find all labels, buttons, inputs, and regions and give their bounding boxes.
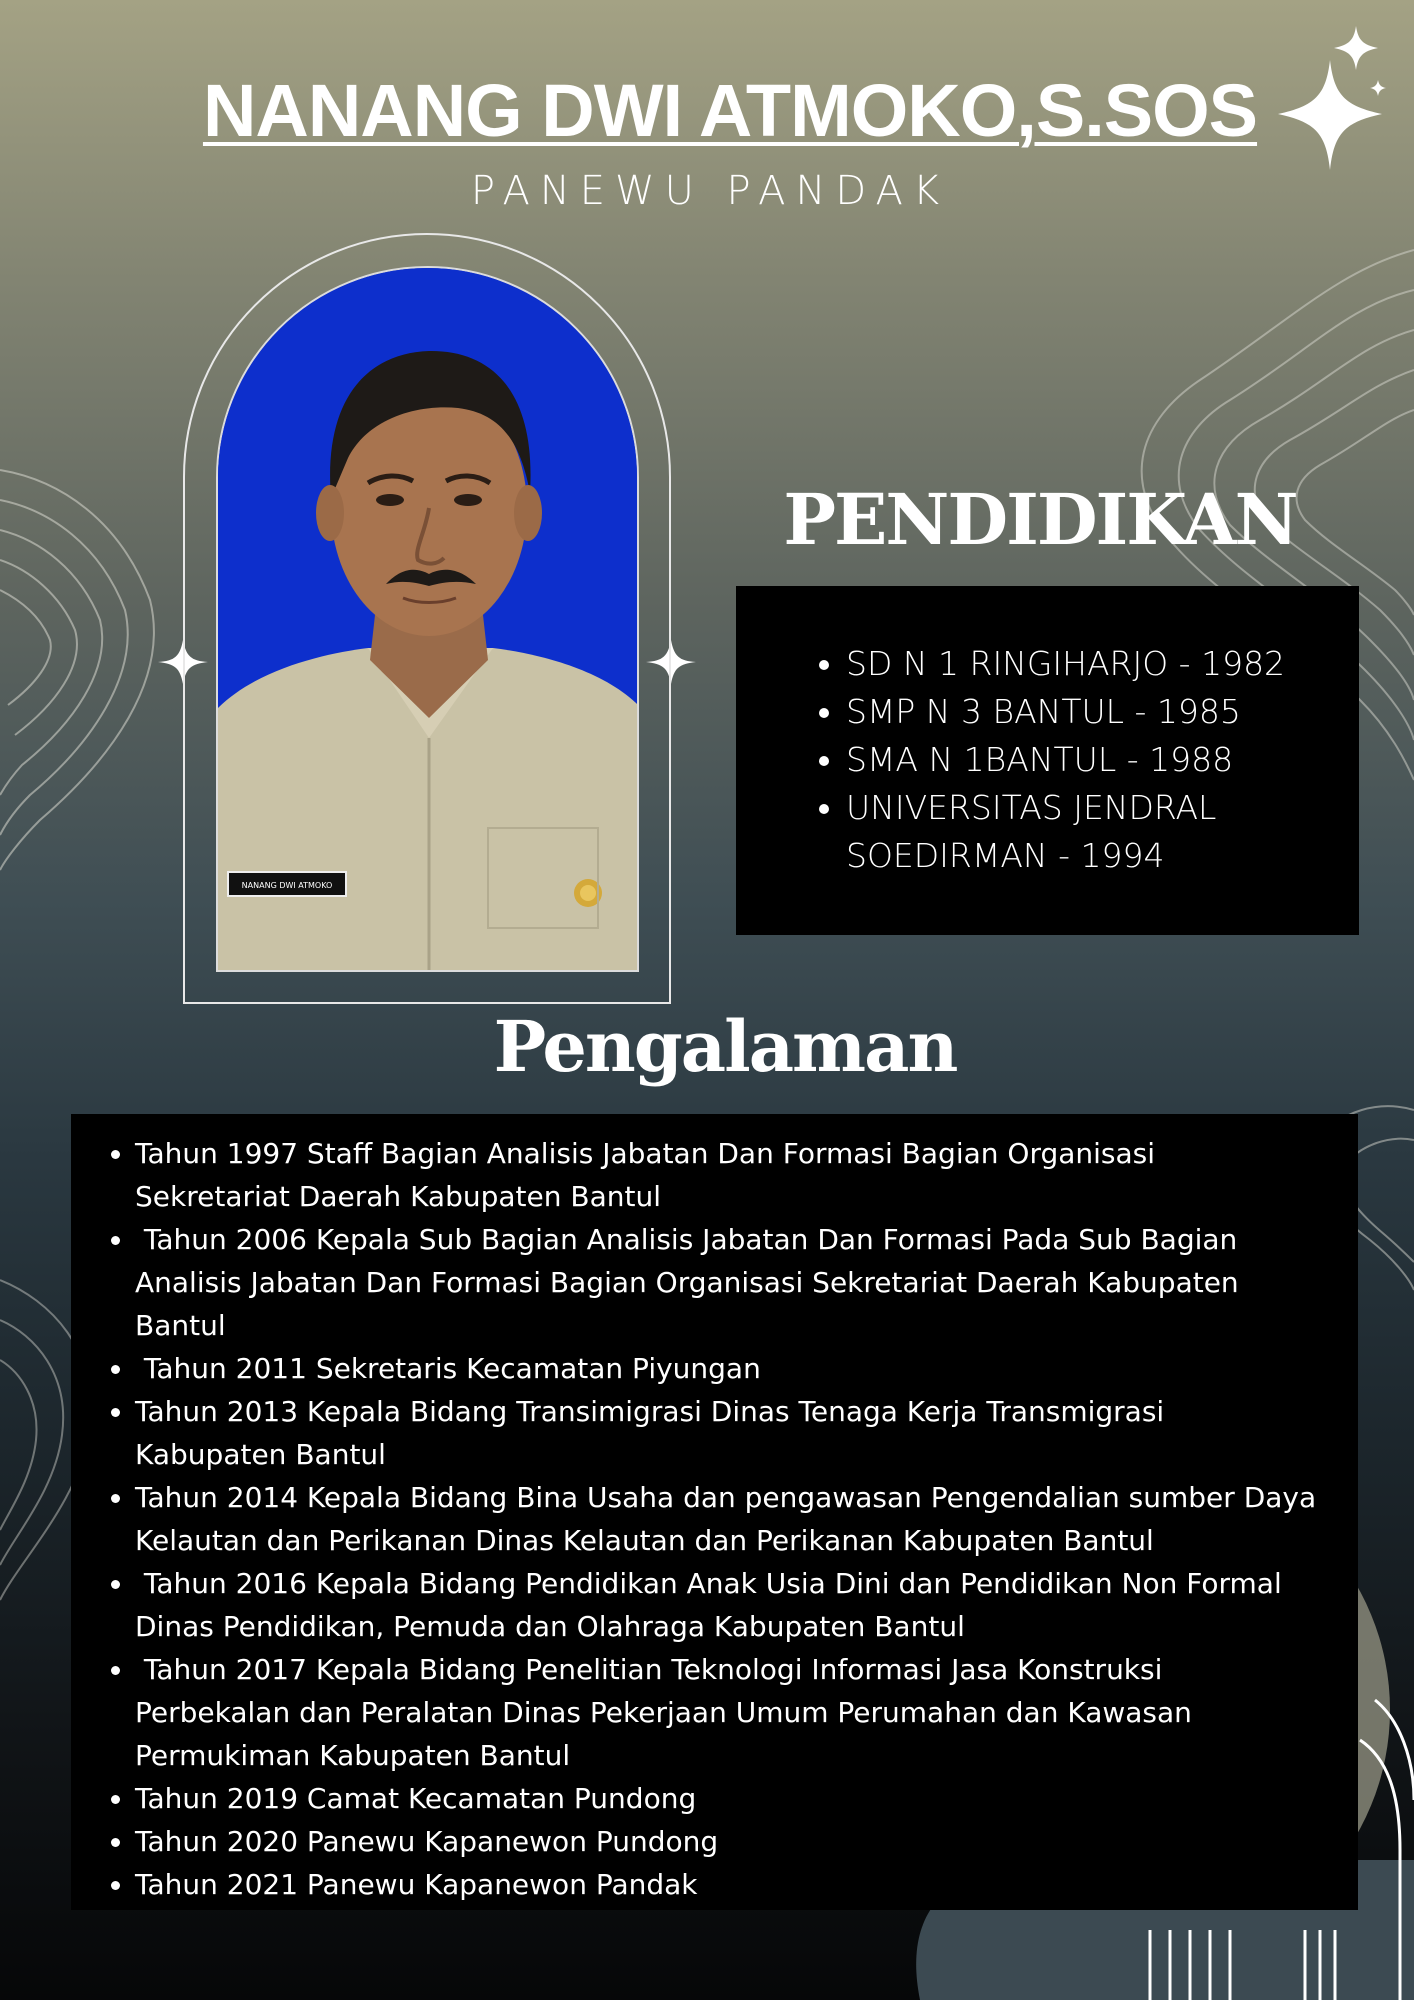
pengalaman-item: • Tahun 2013 Kepala Bidang Transimigrasi Dinas Tenaga Kerja Transmigrasi Kabupaten Bantul	[135, 1390, 1318, 1476]
pengalaman-item: • Tahun 2016 Kepala Bidang Pendidikan Anak Usia Dini dan Pendidikan Non Formal Dinas Pendidikan, Pemuda dan Olahraga Kabupaten Bantul	[135, 1562, 1318, 1648]
pengalaman-item: • Tahun 2017 Kepala Bidang Penelitian Teknologi Informasi Jasa Konstruksi Perbekalan dan Peralatan Dinas Pekerjaan Umum Perumahan dan Kawasan Permukiman Kabupaten Bantul	[135, 1648, 1318, 1777]
pengalaman-item: • Tahun 1997 Staff Bagian Analisis Jabatan Dan Formasi Bagian Organisasi Sekretariat Daerah Kabupaten Bantul	[135, 1132, 1318, 1218]
pendidikan-list	[806, 640, 1339, 880]
person-name-title: NANANG DWI ATMOKO,S.SOS	[202, 69, 1258, 152]
pengalaman-item: • Tahun 2011 Sekretaris Kecamatan Piyungan	[135, 1347, 1318, 1390]
pendidikan-heading: PENDIDIKAN	[783, 478, 1297, 561]
portrait-illustration	[218, 268, 639, 972]
pengalaman-box	[71, 1114, 1358, 1910]
contour-lines-left	[0, 470, 154, 870]
pengalaman-heading: Pengalaman	[493, 1005, 957, 1088]
pengalaman-item: • Tahun 2014 Kepala Bidang Bina Usaha dan pengawasan Pengendalian sumber Daya Kelautan dan Perikanan Dinas Kelautan dan Perikanan Kabupaten Bantul	[135, 1476, 1318, 1562]
pengalaman-list	[83, 1132, 1326, 1906]
pengalaman-item: • Tahun 2006 Kepala Sub Bagian Analisis Jabatan Dan Formasi Pada Sub Bagian Analisis Jabatan Dan Formasi Bagian Organisasi Sekretariat Daerah Kabupaten Bantul	[135, 1218, 1318, 1347]
pengalaman-item: • Tahun 2021 Panewu Kapanewon Pandak	[135, 1863, 1318, 1906]
profile-photo	[216, 266, 639, 972]
pendidikan-item: • SD N 1 RINGIHARJO - 1982	[846, 640, 1339, 688]
pengalaman-item: • Tahun 2019 Camat Kecamatan Pundong	[135, 1777, 1318, 1820]
pendidikan-box	[736, 586, 1359, 935]
name-tag-text: NANANG DWI ATMOKO	[241, 881, 333, 890]
pengalaman-item: • Tahun 2020 Panewu Kapanewon Pundong	[135, 1820, 1318, 1863]
pendidikan-item: • UNIVERSITAS JENDRAL SOEDIRMAN - 1994	[846, 784, 1339, 880]
pendidikan-item: • SMA N 1BANTUL - 1988	[846, 736, 1339, 784]
pendidikan-item: • SMP N 3 BANTUL - 1985	[846, 688, 1339, 736]
position-subtitle: PANEWU PANDAK	[470, 168, 950, 214]
